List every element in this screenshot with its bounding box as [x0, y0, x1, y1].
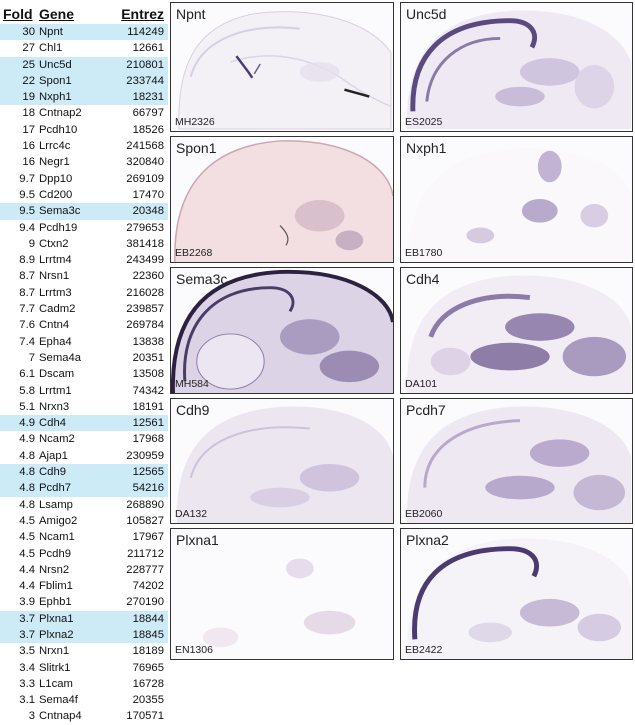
- panel-gene-label: Pcdh7: [406, 402, 446, 418]
- entrez-cell: 210801: [126, 58, 164, 71]
- table-row: [0, 692, 168, 708]
- table-row: [0, 708, 168, 724]
- fold-cell: 17: [22, 123, 35, 136]
- fold-cell: 16: [22, 140, 35, 153]
- table-row: [0, 660, 168, 676]
- gene-cell: Pcdh19: [39, 221, 78, 234]
- gene-cell: Ephb1: [39, 596, 72, 609]
- fold-cell: 4.5: [19, 531, 35, 544]
- panel-spon1: [170, 136, 394, 263]
- fold-cell: 3.5: [19, 645, 35, 658]
- panel-probe-id: EB2060: [405, 508, 443, 520]
- header-entrez: Entrez: [121, 6, 164, 22]
- fold-cell: 16: [22, 156, 35, 169]
- panel-pcdh7: [400, 398, 633, 524]
- fold-cell: 8.7: [19, 270, 35, 283]
- gene-cell: Epha4: [39, 335, 72, 348]
- gene-cell: Cdh9: [39, 466, 67, 479]
- entrez-cell: 216028: [126, 286, 164, 299]
- gene-cell: Chl1: [39, 42, 63, 55]
- fold-cell: 3.3: [19, 677, 35, 690]
- gene-cell: Dpp10: [39, 172, 73, 185]
- table-row: [0, 497, 168, 513]
- gene-cell: Fblim1: [39, 580, 73, 593]
- entrez-cell: 241568: [126, 140, 164, 153]
- table-row: [0, 203, 168, 219]
- table-header: [0, 0, 168, 24]
- gene-cell: Spon1: [39, 74, 72, 87]
- gene-cell: Lrrtm4: [39, 254, 72, 267]
- fold-cell: 7: [28, 351, 35, 364]
- table-body: [0, 24, 168, 725]
- fold-cell: 8.9: [19, 254, 35, 267]
- fold-cell: 4.9: [19, 417, 35, 430]
- entrez-cell: 228777: [126, 563, 164, 576]
- entrez-cell: 12561: [132, 417, 164, 430]
- fold-cell: 6.1: [19, 368, 35, 381]
- entrez-cell: 20351: [132, 351, 164, 364]
- panel-probe-id: DA132: [175, 508, 208, 520]
- gene-cell: Lrrtm1: [39, 384, 72, 397]
- table-row: [0, 676, 168, 692]
- table-row: [0, 285, 168, 301]
- gene-cell: Cntnap2: [39, 107, 82, 120]
- panel-probe-id: EB2422: [405, 644, 443, 656]
- gene-cell: Ncam1: [39, 531, 75, 544]
- entrez-cell: 76965: [132, 661, 164, 674]
- gene-cell: Dscam: [39, 368, 75, 381]
- panel-gene-label: Plxna1: [176, 532, 219, 548]
- fold-cell: 4.5: [19, 514, 35, 527]
- table-row: [0, 89, 168, 105]
- table-row: [0, 301, 168, 317]
- gene-cell: Lrrtm3: [39, 286, 72, 299]
- fold-cell: 9.4: [19, 221, 35, 234]
- fold-cell: 22: [22, 74, 35, 87]
- entrez-cell: 381418: [126, 237, 164, 250]
- gene-cell: Pcdh10: [39, 123, 78, 136]
- gene-table: [0, 0, 168, 725]
- entrez-cell: 74342: [132, 384, 164, 397]
- entrez-cell: 320840: [126, 156, 164, 169]
- table-row: [0, 268, 168, 284]
- fold-cell: 7.6: [19, 319, 35, 332]
- table-row: [0, 334, 168, 350]
- panel-gene-label: Unc5d: [406, 6, 447, 22]
- gene-cell: Ctxn2: [39, 237, 69, 250]
- fold-cell: 30: [22, 26, 35, 38]
- fold-cell: 9.7: [19, 172, 35, 185]
- entrez-cell: 18845: [132, 628, 164, 641]
- table-row: [0, 578, 168, 594]
- panel-cdh9: [170, 398, 394, 524]
- table-row: [0, 236, 168, 252]
- panel-npnt: [170, 2, 394, 132]
- entrez-cell: 22360: [132, 270, 164, 283]
- table-row: [0, 105, 168, 121]
- section-image-unc5d: [401, 3, 632, 131]
- entrez-cell: 18526: [132, 123, 164, 136]
- gene-cell: Cntnap4: [39, 710, 82, 723]
- table-row: [0, 154, 168, 170]
- fold-cell: 3: [28, 710, 35, 723]
- fold-cell: 9: [28, 237, 35, 250]
- entrez-cell: 279653: [126, 221, 164, 234]
- fold-cell: 5.1: [19, 400, 35, 413]
- fold-cell: 7.7: [19, 303, 35, 316]
- entrez-cell: 268890: [126, 498, 164, 511]
- panel-gene-label: Plxna2: [406, 532, 449, 548]
- fold-cell: 4.9: [19, 433, 35, 446]
- table-row: [0, 57, 168, 73]
- gene-cell: Sema4a: [39, 351, 82, 364]
- table-row: [0, 448, 168, 464]
- fold-cell: 25: [22, 58, 35, 71]
- panel-plxna1: [170, 528, 394, 660]
- entrez-cell: 17470: [132, 188, 164, 201]
- panel-sema3c: [170, 267, 394, 394]
- entrez-cell: 18189: [132, 645, 164, 658]
- fold-cell: 7.4: [19, 335, 35, 348]
- table-row: [0, 220, 168, 236]
- entrez-cell: 105827: [126, 514, 164, 527]
- fold-cell: 4.4: [19, 580, 35, 593]
- table-row: [0, 187, 168, 203]
- table-row: [0, 431, 168, 447]
- entrez-cell: 17968: [132, 433, 164, 446]
- entrez-cell: 13508: [132, 368, 164, 381]
- fold-cell: 4.8: [19, 449, 35, 462]
- gene-cell: Cdh4: [39, 417, 67, 430]
- gene-cell: Unc5d: [39, 58, 72, 71]
- entrez-cell: 17967: [132, 531, 164, 544]
- entrez-cell: 12661: [132, 42, 164, 55]
- header-gene: Gene: [39, 6, 75, 22]
- entrez-cell: 13838: [132, 335, 164, 348]
- fold-cell: 4.8: [19, 482, 35, 495]
- gene-cell: Lrrc4c: [39, 140, 71, 153]
- fold-cell: 9.5: [19, 205, 35, 218]
- panel-probe-id: MH2326: [175, 116, 215, 128]
- gene-cell: Ncam2: [39, 433, 75, 446]
- panel-plxna2: [400, 528, 633, 660]
- fold-cell: 3.1: [19, 694, 35, 707]
- header-fold: Fold: [3, 6, 33, 22]
- table-row: [0, 73, 168, 89]
- gene-cell: Lsamp: [39, 498, 73, 511]
- gene-cell: Ajap1: [39, 449, 68, 462]
- fold-cell: 3.4: [19, 661, 35, 674]
- entrez-cell: 18191: [132, 400, 164, 413]
- panel-probe-id: ES2025: [405, 116, 443, 128]
- table-row: [0, 24, 168, 40]
- panel-probe-id: EN1306: [175, 644, 213, 656]
- table-row: [0, 627, 168, 643]
- table-row: [0, 546, 168, 562]
- panel-unc5d: [400, 2, 633, 132]
- gene-cell: Nrsn1: [39, 270, 70, 283]
- table-row: [0, 317, 168, 333]
- gene-cell: Cd200: [39, 188, 73, 201]
- panel-cdh4: [400, 267, 633, 394]
- table-row: [0, 383, 168, 399]
- table-row: [0, 350, 168, 366]
- entrez-cell: 269109: [126, 172, 164, 185]
- panel-probe-id: EB2268: [175, 247, 213, 259]
- gene-cell: L1cam: [39, 677, 73, 690]
- fold-cell: 5.8: [19, 384, 35, 397]
- fold-cell: 4.8: [19, 498, 35, 511]
- fold-cell: 27: [22, 42, 35, 55]
- entrez-cell: 18231: [132, 91, 164, 104]
- table-row: [0, 366, 168, 382]
- gene-cell: Slitrk1: [39, 661, 71, 674]
- table-row: [0, 594, 168, 610]
- section-image-npnt: [171, 3, 393, 131]
- gene-cell: Amigo2: [39, 514, 78, 527]
- panel-gene-label: Nxph1: [406, 140, 447, 156]
- gene-cell: Sema4f: [39, 694, 78, 707]
- entrez-cell: 269784: [126, 319, 164, 332]
- panel-probe-id: EB1780: [405, 247, 443, 259]
- fold-cell: 4.8: [19, 466, 35, 479]
- gene-cell: Plxna1: [39, 612, 74, 625]
- entrez-cell: 211712: [127, 547, 164, 560]
- entrez-cell: 74202: [132, 580, 164, 593]
- gene-cell: Pcdh7: [39, 482, 72, 495]
- panel-gene-label: Cdh4: [406, 271, 440, 287]
- table-row: [0, 480, 168, 496]
- fold-cell: 3.7: [19, 628, 35, 641]
- table-row: [0, 171, 168, 187]
- table-row: [0, 399, 168, 415]
- section-image-plxna2: [401, 529, 632, 659]
- table-row: [0, 643, 168, 659]
- gene-cell: Sema3c: [39, 205, 81, 218]
- fold-cell: 8.7: [19, 286, 35, 299]
- panel-probe-id: MH584: [175, 378, 209, 390]
- gene-cell: Nrxn1: [39, 645, 70, 658]
- entrez-cell: 12565: [132, 466, 164, 479]
- fold-cell: 19: [22, 91, 35, 104]
- entrez-cell: 54216: [132, 482, 164, 495]
- fold-cell: 4.5: [19, 547, 35, 560]
- table-row: [0, 513, 168, 529]
- gene-cell: Npnt: [39, 26, 63, 38]
- gene-cell: Negr1: [39, 156, 70, 169]
- table-row: [0, 529, 168, 545]
- gene-cell: Nxph1: [39, 91, 72, 104]
- entrez-cell: 270190: [126, 596, 164, 609]
- panel-gene-label: Spon1: [176, 140, 217, 156]
- fold-cell: 9.5: [19, 188, 35, 201]
- entrez-cell: 16728: [132, 677, 164, 690]
- gene-cell: Nrsn2: [39, 563, 70, 576]
- gene-cell: Cadm2: [39, 303, 76, 316]
- panel-nxph1: [400, 136, 633, 263]
- entrez-cell: 170571: [126, 710, 164, 723]
- table-row: [0, 138, 168, 154]
- panel-gene-label: Npnt: [176, 6, 206, 22]
- entrez-cell: 114249: [127, 26, 164, 38]
- entrez-cell: 20355: [132, 694, 164, 707]
- entrez-cell: 243499: [126, 254, 164, 267]
- fold-cell: 3.9: [19, 596, 35, 609]
- gene-cell: Plxna2: [39, 628, 74, 641]
- entrez-cell: 239857: [126, 303, 164, 316]
- entrez-cell: 230959: [126, 449, 164, 462]
- fold-cell: 4.4: [19, 563, 35, 576]
- entrez-cell: 20348: [132, 205, 164, 218]
- entrez-cell: 18844: [132, 612, 164, 625]
- section-image-plxna1: [171, 529, 393, 659]
- panel-gene-label: Cdh9: [176, 402, 210, 418]
- entrez-cell: 233744: [126, 74, 164, 87]
- gene-cell: Pcdh9: [39, 547, 72, 560]
- table-row: [0, 252, 168, 268]
- gene-cell: Cntn4: [39, 319, 70, 332]
- table-row: [0, 415, 168, 431]
- fold-cell: 3.7: [19, 612, 35, 625]
- panel-probe-id: DA101: [405, 378, 438, 390]
- gene-cell: Nrxn3: [39, 400, 70, 413]
- table-row: [0, 122, 168, 138]
- entrez-cell: 66797: [132, 107, 164, 120]
- table-row: [0, 40, 168, 56]
- table-row: [0, 562, 168, 578]
- panel-gene-label: Sema3c: [176, 271, 228, 287]
- fold-cell: 18: [22, 107, 35, 120]
- table-row: [0, 464, 168, 480]
- table-row: [0, 611, 168, 627]
